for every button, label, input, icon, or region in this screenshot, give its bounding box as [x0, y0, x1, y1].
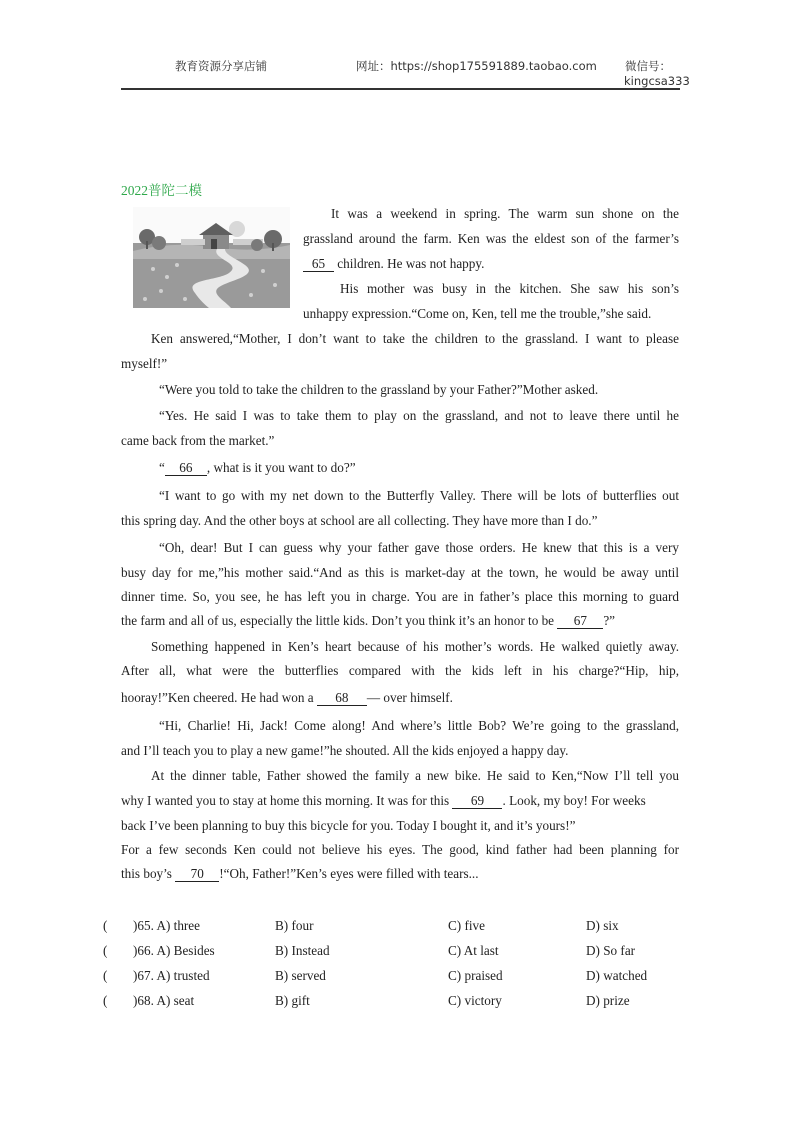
passage-line: grassland around the farm. Ken was the eldest son of the farmer’s	[303, 231, 679, 246]
passage-line	[121, 866, 479, 882]
passage-line: this spring day. And the other boys at school are all collecting. They have more than I do.”	[121, 513, 598, 528]
option-d[interactable]: D) So far	[586, 943, 636, 958]
answer-paren[interactable]: (	[103, 993, 108, 1008]
option-b[interactable]: B) served	[275, 968, 326, 983]
option-b[interactable]: B) Instead	[275, 943, 330, 958]
passage-line: back I’ve been planning to buy this bicycle for you. Today I bought it, and it’s yours!”	[121, 818, 576, 833]
option-a[interactable]: )65. A) three	[133, 918, 201, 933]
passage-line: and I’ll teach you to play a new game!”he shouted. All the kids enjoyed a happy day.	[121, 743, 569, 758]
header-divider	[121, 88, 680, 90]
passage-line: After all, what were the butterflies compared with the kids left in his charge?“Hip, hip,	[121, 663, 679, 678]
passage-line: “Were you told to take the children to the grassland by your Father?”Mother asked.	[159, 382, 599, 397]
answer-paren[interactable]: (	[103, 943, 108, 958]
passage-text: the farm and all of us, especially the little kids. Don’t you think it’s an honor to be	[121, 613, 558, 628]
passage-text: why I wanted you to stay at home this morning. It was for this	[121, 793, 453, 808]
blank-68: 68	[317, 691, 367, 706]
option-a[interactable]: )67. A) trusted	[133, 968, 210, 983]
passage-text: !“Oh, Father!”Ken’s eyes were filled with tears...	[219, 866, 479, 881]
header-wechat-label: 微信号：	[625, 59, 671, 73]
option-c[interactable]: C) victory	[448, 993, 502, 1008]
answer-paren[interactable]: (	[103, 918, 108, 933]
passage-line	[121, 690, 453, 706]
option-d[interactable]: D) six	[586, 918, 619, 933]
passage-line	[121, 613, 615, 629]
passage-line: dinner time. So, you see, he has left you in charge. You are in father’s place this morning to guard	[121, 589, 679, 604]
passage-line: Something happened in Ken’s heart because of his mother’s words. He walked quietly away.	[151, 639, 679, 654]
passage-text: , what is it you want to do?”	[206, 460, 356, 475]
option-d[interactable]: D) watched	[586, 968, 648, 983]
section-title: 2022普陀二模	[121, 183, 202, 198]
blank-69: 69	[452, 794, 502, 809]
passage-text: . Look, my boy! For weeks	[502, 793, 646, 808]
passage-line: myself!”	[121, 356, 168, 371]
passage-line: At the dinner table, Father showed the family a new bike. He said to Ken,“Now I’ll tell you	[151, 768, 679, 783]
passage-text: “	[159, 460, 165, 475]
passage-text: hooray!”Ken cheered. He had won a	[121, 690, 317, 705]
passage-text: this boy’s	[121, 866, 176, 881]
header-wechat-id: kingcsa333	[624, 74, 690, 88]
passage-text: ?”	[603, 613, 616, 628]
farm-illustration	[133, 207, 290, 308]
blank-70: 70	[175, 867, 219, 882]
option-c[interactable]: C) At last	[448, 943, 499, 958]
passage-line: “Yes. He said I was to take them to play on the grassland, and not to leave there until he	[159, 408, 679, 423]
passage-line: His mother was busy in the kitchen. She saw his son’s	[340, 281, 679, 296]
passage-line: “I want to go with my net down to the Butterfly Valley. There will be lots of butterflies out	[159, 488, 679, 503]
passage-text: — over himself.	[366, 690, 453, 705]
blank-66: 66	[165, 461, 207, 476]
option-d[interactable]: D) prize	[586, 993, 630, 1008]
answer-paren[interactable]: (	[103, 968, 108, 983]
option-b[interactable]: B) gift	[275, 993, 310, 1008]
passage-text: children. He was not happy.	[334, 256, 485, 271]
blank-67: 67	[557, 614, 603, 629]
passage-line	[159, 460, 356, 476]
passage-line	[121, 793, 646, 809]
header-url[interactable]: 网址：https://shop175591889.taobao.com	[356, 59, 597, 73]
passage-line: busy day for me,”his mother said.“And as this is market-day at the town, he would be away until	[121, 565, 679, 580]
option-a[interactable]: )68. A) seat	[133, 993, 195, 1008]
passage-line: For a few seconds Ken could not believe his eyes. The good, kind father had been planning for	[121, 842, 679, 857]
passage-line: unhappy expression.“Come on, Ken, tell me the trouble,”she said.	[303, 306, 652, 321]
passage-line: “Hi, Charlie! Hi, Jack! Come along! And where’s little Bob? We’re going to the grassland,	[159, 718, 679, 733]
option-c[interactable]: C) five	[448, 918, 485, 933]
passage-line	[303, 256, 484, 272]
blank-65: 65	[303, 257, 334, 272]
option-b[interactable]: B) four	[275, 918, 314, 933]
passage-line: It was a weekend in spring. The warm sun shone on the	[331, 206, 679, 221]
passage-line: came back from the market.”	[121, 433, 275, 448]
passage-line: “Oh, dear! But I can guess why your father gave those orders. He knew that this is a very	[159, 540, 679, 555]
option-a[interactable]: )66. A) Besides	[133, 943, 215, 958]
option-c[interactable]: C) praised	[448, 968, 503, 983]
header-shop: 教育资源分享店铺	[175, 59, 267, 73]
passage-line: Ken answered,“Mother, I don’t want to take the children to the grassland. I want to please	[151, 331, 679, 346]
